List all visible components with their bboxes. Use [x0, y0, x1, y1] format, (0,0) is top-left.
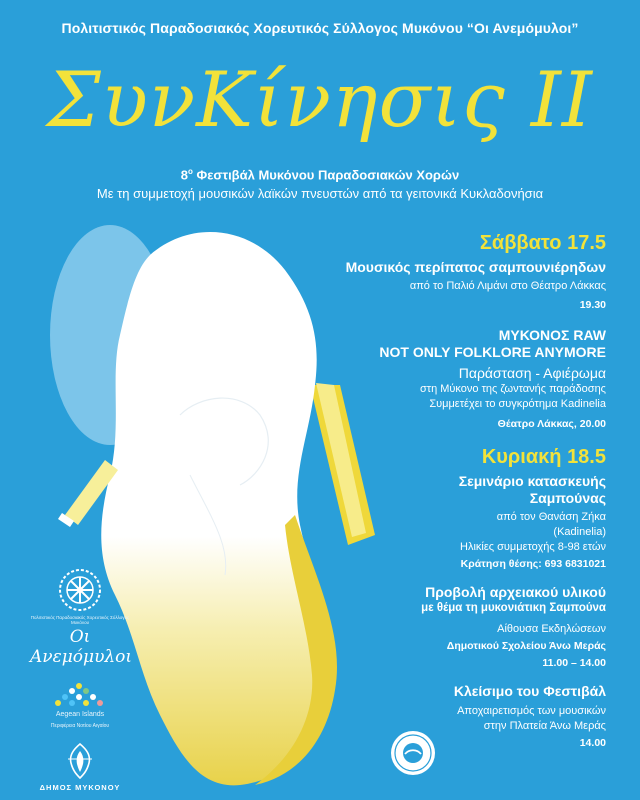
event-subtitle: Παράσταση - Αφιέρωμα: [458, 365, 606, 381]
event-title: Μουσικός περίπατος σαμπουνιέρηδων: [345, 259, 606, 275]
event-walk: [276, 259, 606, 313]
event-time: 14.00: [579, 737, 606, 749]
event-title-line1: ΜΥΚΟΝΟΣ RAW: [498, 327, 606, 343]
aegean-name: Aegean Islands: [55, 711, 105, 718]
event-title-line1: Προβολή αρχειακού υλικού: [425, 584, 606, 600]
event-closing: [276, 683, 606, 751]
aegean-islands-logo-icon: [50, 681, 110, 711]
event-venue-school: Δημοτικού Σχολείου Άνω Μεράς: [446, 640, 606, 652]
event-location: από το Παλιό Λιμάνι στο Θέατρο Λάκκας: [409, 280, 606, 292]
org-logo-name: Οι Ανεμόμυλοι: [30, 627, 133, 667]
event-title-line1: Σεμινάριο κατασκευής: [458, 473, 606, 489]
event-participants: Συμμετέχει το συγκρότημα Kadinelia: [429, 398, 606, 410]
participation-line: Με τη συμμετοχή μουσικών λαϊκών πνευστών από τα γειτονικά Κυκλαδονήσια: [96, 186, 544, 201]
event-title: Κλείσιμο του Φεστιβάλ: [453, 683, 606, 699]
event-instructor: από τον Θανάση Ζήκα: [496, 511, 606, 523]
municipality-emblem-icon: [63, 741, 97, 781]
windmill-logo-icon: [58, 568, 102, 612]
event-venue: Αίθουσα Εκδηλώσεων: [497, 623, 606, 635]
organization-name: Πολιτιστικός Παραδοσιακός Χορευτικός Σύλλογος Μυκόνου “Οι Ανεμόμυλοι”: [61, 20, 579, 36]
event-location: στην Πλατεία Άνω Μεράς: [483, 720, 606, 732]
event-instructor-group: (Kadinelia): [553, 526, 606, 538]
event-farewell: Αποχαιρετισμός των μουσικών: [457, 705, 606, 717]
event-ages: Ηλικίες συμμετοχής 8-98 ετών: [460, 541, 606, 553]
festival-title: ΣυνΚίνησις ΙΙ: [47, 55, 593, 144]
festival-subtitle: [0, 167, 640, 182]
sunday-heading: Κυριακή 18.5: [481, 446, 606, 468]
event-workshop: [276, 473, 606, 572]
event-time: Θέατρο Λάκκας, 20.00: [497, 418, 606, 430]
event-title-line2: Σαμπούνας: [529, 490, 606, 506]
seal-logo-icon: [388, 728, 438, 778]
org-small-name: Πολιτιστικός Παραδοσιακός Χορευτικός Σύλλογος Μυκόνου: [30, 615, 130, 625]
event-screening: [276, 584, 606, 671]
event-booking: Κράτηση θέσης: 693 6831021: [460, 558, 606, 570]
schedule: [276, 232, 606, 751]
region-name: Περιφέρεια Νοτίου Αιγαίου: [50, 723, 110, 729]
municipality-name: ΔΗΜΟΣ ΜΥΚΟΝΟΥ: [39, 783, 121, 792]
event-time: 11.00 – 14.00: [542, 657, 606, 669]
festival-name: Φεστιβάλ Μυκόνου Παραδοσιακών Χορών: [196, 167, 460, 183]
sponsor-logos: [30, 568, 133, 792]
event-title-line2: NOT ONLY FOLKLORE ANYMORE: [379, 344, 606, 360]
event-performance: [276, 327, 606, 432]
event-time: 19.30: [579, 299, 606, 311]
festival-number: 8: [180, 167, 189, 183]
event-title-line2: με θέμα τη μυκονιάτικη Σαμπούνα: [421, 602, 606, 614]
event-description: στη Μύκονο της ζωντανής παράδοσης: [419, 383, 606, 395]
saturday-heading: Σάββατο 17.5: [479, 232, 606, 254]
festival-number-suffix: ο: [188, 167, 193, 176]
